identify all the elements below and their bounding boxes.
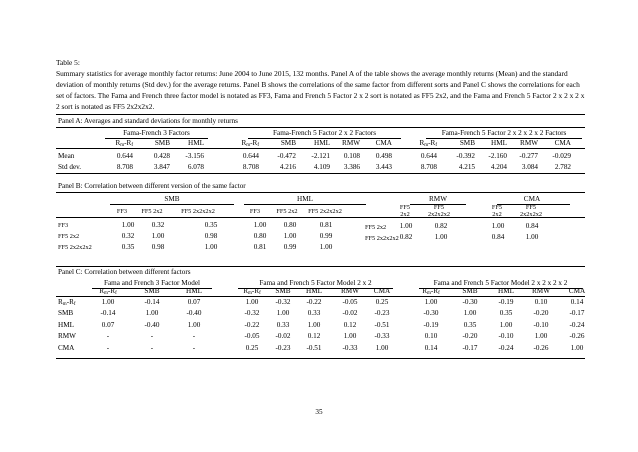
panel-c-cell: -0.20 (462, 332, 478, 341)
table-bottom-rule (56, 358, 585, 359)
panel-a-cell: 3.847 (153, 162, 170, 171)
panel-c-col-header: RMW (341, 287, 359, 295)
panel-c-col-header: $R_m-R_f$ (99, 287, 117, 296)
panel-c-col-header: SMB (462, 287, 478, 295)
panel-a-cell: -0.472 (277, 152, 296, 160)
panel-a-col-header: SMB (280, 139, 296, 147)
panel-a-cell: 8.708 (420, 162, 437, 171)
panel-b-col-header: FF5 2x2 (276, 208, 298, 215)
panel-c-cell: - (192, 332, 196, 341)
panel-a-cell: 0.644 (242, 152, 259, 160)
panel-a-cell: 3.386 (343, 162, 360, 171)
panel-b-cell: 1.00 (525, 233, 539, 241)
panel-c-cell: -0.02 (342, 309, 358, 318)
panel-c-cell: 1.00 (101, 298, 115, 306)
page-number: 35 (315, 408, 323, 416)
panel-c-row-label: HML (58, 320, 74, 329)
panel-a-cell: 0.428 (153, 152, 170, 160)
panel-b-cell: 1.00 (151, 232, 165, 240)
panel-c-cell: -0.24 (498, 343, 514, 352)
panel-c-col-header: CMA (568, 287, 586, 295)
panel-b-col-header: 2x2x2x2 (519, 211, 543, 218)
panel-a-group-header: Fama-French 5 Factor 2 x 2 x 2 x 2 Factors (441, 129, 567, 137)
panel-b-cell: 0.80 (283, 221, 297, 229)
panel-c-cell: - (150, 343, 154, 352)
panel-c-cell: 1.00 (424, 298, 438, 306)
panel-c-cell: -0.23 (374, 309, 390, 318)
panel-c-top-rule (56, 266, 585, 267)
panel-a-cell: -3.156 (185, 152, 204, 160)
panel-a-cell: 0.108 (343, 152, 360, 160)
panel-a-row-label: Std dev. (58, 162, 82, 171)
panel-a-cell: 8.708 (242, 162, 259, 171)
panel-b-title: Panel B: Correlation between different version of the same factor (58, 182, 246, 190)
panel-c-cell: - (106, 332, 110, 341)
panel-a-title: Panel A: Averages and standard deviations for monthly returns (58, 117, 238, 125)
table-description: Summary statistics for average monthly factor returns: June 2004 to June 2015, 132 months. Panel A of the table shows the average monthly returns (Mean) and the standard deviation of monthly returns (Std dev.) for the average returns. Panel B shows the correlations of the same factor from different sorts and Panel C shows the correlations for each set of factors. The Fama and French three factor model is notated as FF3, Fama and French 5 Factor 2 x 2 sort is notated as FF5 2x2, and the Fama and French 5 Factor 2 x 2 x 2 x 2 sort is notated as FF5 2x2x2x2. (56, 68, 585, 111)
panel-c-cell: -0.24 (569, 320, 585, 329)
panel-a-cell: -2.160 (488, 152, 507, 160)
panel-a-col-header: HML (491, 139, 507, 147)
panel-a-cell: -0.277 (519, 152, 538, 160)
panel-b-cell: 1.00 (319, 243, 333, 251)
panel-b-cell: 1.00 (399, 222, 413, 230)
panel-c-cell: -0.19 (498, 298, 514, 306)
panel-b-col-header: 2x2x2x2 (427, 211, 451, 218)
panel-a-col-header: RMW (342, 139, 360, 147)
panel-c-cell: -0.33 (342, 343, 358, 352)
panel-c-cell: 0.35 (499, 309, 513, 318)
panel-b-cell: 1.00 (283, 232, 297, 240)
panel-c-cell: 0.10 (534, 298, 548, 306)
panel-c-cell: -0.22 (306, 298, 322, 306)
panel-b-cell: 0.99 (283, 243, 297, 251)
panel-c-col-header: CMA (373, 287, 391, 295)
panel-a-cell: 8.708 (116, 162, 133, 171)
panel-b-col-header: FF5 (433, 204, 445, 211)
panel-b-row-label: FF5 2x2x2x2 (365, 235, 399, 242)
panel-a-cell: 0.644 (116, 152, 133, 160)
panel-b-col-header: FF3 (116, 208, 128, 215)
panel-b-header-rule (56, 217, 585, 218)
panel-c-cell: 0.35 (463, 320, 477, 329)
panel-a-bottom-rule (56, 173, 585, 174)
panel-a-col-header: HML (188, 139, 204, 147)
panel-a-cell: 4.204 (490, 162, 507, 171)
panel-b-rule (56, 192, 585, 193)
panel-b-cell: 0.32 (151, 221, 165, 229)
panel-b-cell: 0.81 (319, 221, 333, 229)
panel-c-cell: -0.40 (144, 320, 160, 329)
panel-a-col-header: $R_m-R_f$ (419, 139, 437, 148)
panel-c-group-header: Fama and French 5 Factor Model 2 x 2 x 2 x 2 (433, 279, 568, 287)
panel-c-cell: 0.07 (187, 298, 201, 306)
panel-b-cell: 1.00 (253, 221, 267, 229)
panel-c-cell: -0.14 (144, 298, 160, 306)
table-title: Table 5: (56, 58, 80, 67)
panel-a-col-header: CMA (554, 139, 571, 147)
panel-c-cell: 0.25 (245, 343, 259, 352)
panel-b-col-header: 2x2 (492, 211, 502, 218)
panel-b-cell: 0.80 (253, 232, 267, 240)
panel-c-col-header: HML (498, 287, 514, 295)
panel-b-group-underline (110, 204, 234, 205)
panel-c-cell: - (192, 343, 196, 352)
panel-c-cell: -0.05 (244, 332, 260, 341)
panel-a-col-header: HML (314, 139, 330, 147)
panel-a-cell: 4.215 (458, 162, 475, 171)
panel-c-cell: -0.17 (462, 343, 478, 352)
panel-c-cell: -0.32 (275, 298, 291, 306)
panel-c-col-header: RMW (532, 287, 550, 295)
panel-a-col-header: $R_m-R_f$ (241, 139, 259, 148)
panel-c-cell: -0.32 (244, 309, 260, 318)
panel-c-cell: 0.07 (101, 320, 115, 329)
panel-a-col-header: SMB (154, 139, 170, 147)
panel-b-col-header: FF3 (249, 208, 261, 215)
panel-c-cell: -0.05 (342, 298, 358, 306)
panel-c-cell: - (106, 343, 110, 352)
panel-c-col-header: $R_m-R_f$ (243, 287, 261, 296)
panel-c-cell: -0.10 (533, 320, 549, 329)
panel-b-row-label: FF5 2x2 (58, 233, 80, 240)
panel-b-row-label: FF5 2x2 (365, 224, 387, 231)
panel-a-group-header: Fama-French 5 Factor 2 x 2 Factors (273, 129, 376, 137)
panel-b-row-label: FF5 2x2x2x2 (58, 244, 92, 251)
panel-c-cell: -0.02 (275, 332, 291, 341)
panel-c-group-header: Fama and French 5 Factor Model 2 x 2 (259, 279, 372, 287)
panel-a-cell: 3.443 (375, 162, 392, 171)
panel-c-cell: 1.00 (307, 320, 321, 329)
panel-a-cell: -2.121 (311, 152, 330, 160)
panel-b-col-header: FF5 2x2x2x2 (181, 208, 215, 215)
panel-a-group-header: Fama-French 3 Factors (123, 129, 190, 137)
panel-a-row-label: Mean (58, 152, 75, 160)
panel-b-cell: 1.00 (204, 243, 218, 251)
panel-c-cell: 1.00 (499, 320, 513, 329)
table-top-rule (56, 114, 585, 115)
panel-b-cell: 0.81 (253, 243, 267, 251)
panel-a-col-header: RMW (520, 139, 538, 147)
panel-c-cell: -0.40 (186, 309, 202, 318)
panel-b-group-header: SMB (164, 195, 180, 203)
panel-b-cell: 0.32 (121, 232, 135, 240)
panel-c-row-label: $R_m-R_f$ (58, 298, 76, 307)
panel-c-cell: -0.51 (306, 343, 322, 352)
panel-c-col-header: HML (306, 287, 322, 295)
panel-c-cell: 1.00 (187, 320, 201, 329)
panel-c-row-label: RMW (58, 332, 76, 341)
panel-b-group-header: HML (297, 195, 313, 203)
panel-b-cell: 0.99 (319, 232, 333, 240)
panel-a-cell: 6.078 (187, 162, 204, 171)
panel-c-cell: 0.14 (424, 343, 438, 352)
panel-c-cell: -0.51 (374, 320, 390, 329)
panel-b-col-header: FF5 (491, 204, 503, 211)
panel-a-header-rule (56, 148, 585, 149)
panel-b-cell: 1.00 (121, 221, 135, 229)
panel-b-cell: 0.35 (121, 243, 135, 251)
panel-c-col-header: SMB (144, 287, 160, 295)
panel-b-cell: 0.82 (434, 222, 448, 230)
panel-b-col-header: FF5 (399, 204, 411, 211)
panel-c-cell: 0.14 (570, 298, 584, 306)
panel-b-cell: 1.00 (434, 233, 448, 241)
panel-a-col-header: CMA (375, 139, 392, 147)
panel-a-cell: -0.392 (456, 152, 475, 160)
panel-a-cell: 4.109 (313, 162, 330, 171)
panel-c-cell: -0.23 (275, 343, 291, 352)
panel-b-cell: 0.98 (204, 232, 218, 240)
panel-b-group-underline (244, 204, 366, 205)
panel-c-cell: 1.00 (570, 343, 584, 352)
panel-c-cell: 1.00 (245, 298, 259, 306)
panel-b-group-header: CMA (523, 195, 541, 203)
panel-c-row-label: CMA (58, 343, 75, 352)
panel-c-cell: -0.30 (462, 298, 478, 306)
panel-c-cell: -0.22 (244, 320, 260, 329)
panel-a-cell: 4.216 (279, 162, 296, 171)
panel-c-cell: 1.00 (463, 309, 477, 318)
panel-b-cell: 0.84 (491, 233, 505, 241)
panel-b-group-header: RMW (429, 195, 447, 203)
panel-c-cell: -0.26 (533, 343, 549, 352)
panel-b-cell: 1.00 (491, 222, 505, 230)
panel-a-cell: 0.498 (375, 152, 392, 160)
panel-b-cell: 0.98 (151, 243, 165, 251)
panel-c-cell: -0.33 (374, 332, 390, 341)
panel-b-row-label: FF3 (58, 222, 69, 229)
panel-c-cell: 1.00 (145, 309, 159, 318)
panel-b-col-header: FF5 2x2x2x2 (308, 208, 342, 215)
panel-a-col-header: $R_m-R_f$ (115, 139, 133, 148)
panel-c-col-header: HML (186, 287, 202, 295)
table-caption (56, 58, 586, 113)
panel-c-row-label: SMB (58, 309, 74, 318)
panel-a-cell: 3.084 (521, 162, 538, 171)
panel-b-cell: 0.35 (204, 221, 218, 229)
panel-c-group-header: Fama and French 3 Factor Model (103, 279, 201, 287)
panel-c-cell: -0.30 (423, 309, 439, 318)
panel-c-col-header: $R_m-R_f$ (422, 287, 440, 296)
panel-c-cell: -0.17 (569, 309, 585, 318)
panel-c-cell: 1.00 (343, 332, 357, 341)
panel-a-cell: 0.644 (420, 152, 437, 160)
panel-b-cell: 0.84 (525, 222, 539, 230)
panel-b-col-header: FF5 2x2 (141, 208, 163, 215)
panel-c-cell: 0.33 (276, 320, 290, 329)
panel-c-cell: 0.12 (343, 320, 357, 329)
panel-c-cell: -0.20 (533, 309, 549, 318)
panel-a-cell: -0.029 (552, 152, 571, 160)
panel-c-header-rule (56, 296, 585, 297)
panel-c-col-header: SMB (275, 287, 291, 295)
panel-c-title: Panel C: Correlation between different factors (58, 268, 191, 276)
panel-c-cell: 0.12 (307, 332, 321, 341)
panel-c-cell: -0.14 (100, 309, 116, 318)
panel-c-cell: 1.00 (375, 343, 389, 352)
panel-c-cell: -0.19 (423, 320, 439, 329)
panel-b-col-header: FF5 (525, 204, 537, 211)
panel-b-col-header: 2x2 (400, 211, 410, 218)
panel-c-cell: -0.26 (569, 332, 585, 341)
panel-c-cell: 0.10 (424, 332, 438, 341)
panel-a-rule (56, 127, 585, 128)
panel-c-cell: 0.33 (307, 309, 321, 318)
panel-a-col-header: SMB (459, 139, 475, 147)
panel-c-cell: 1.00 (534, 332, 548, 341)
panel-a-cell: 2.782 (554, 162, 571, 171)
panel-c-cell: 1.00 (276, 309, 290, 318)
panel-c-cell: - (150, 332, 154, 341)
panel-c-cell: -0.10 (498, 332, 514, 341)
panel-b-cell: 0.82 (399, 233, 413, 241)
panel-c-cell: 0.25 (375, 298, 389, 306)
